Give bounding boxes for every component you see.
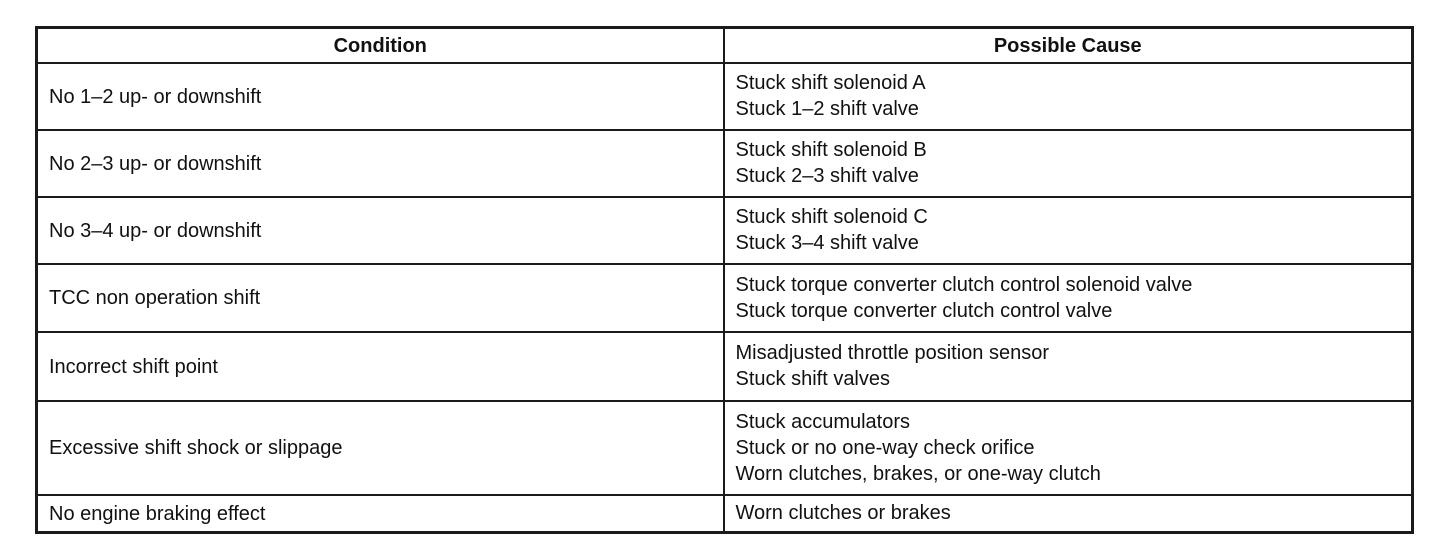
table-row [37, 197, 1413, 264]
cause-line: Stuck accumulators [735, 410, 911, 433]
cause-cell [724, 401, 1413, 495]
cause-line: Stuck shift solenoid B [735, 139, 927, 161]
cause-cell [724, 332, 1413, 401]
condition-cell: TCC non operation shift [37, 264, 724, 332]
cause-line: Stuck shift valves [735, 368, 891, 390]
cause-line: Worn clutches or brakes [735, 502, 951, 524]
condition-cell: No 2–3 up- or downshift [37, 130, 724, 197]
header-possible-cause: Possible Cause [724, 28, 1413, 64]
table-row [37, 264, 1413, 332]
table-header-row [37, 28, 1413, 64]
condition-cell: No 3–4 up- or downshift [37, 197, 724, 264]
cause-line: Stuck 2–3 shift valve [735, 165, 919, 187]
cause-line: Stuck shift solenoid C [735, 206, 928, 228]
table-row [37, 130, 1413, 197]
cause-line: Stuck or no one-way check orifice [735, 436, 1035, 459]
troubleshooting-table [35, 26, 1414, 534]
cause-line: Misadjusted throttle position sensor [735, 342, 1049, 364]
table-row [37, 401, 1413, 495]
cause-line: Stuck torque converter clutch control valve [735, 299, 1113, 322]
condition-cell: No engine braking effect [37, 495, 724, 533]
troubleshooting-table-container [35, 26, 1411, 534]
cause-cell [724, 63, 1413, 130]
cause-line: Stuck 1–2 shift valve [735, 98, 919, 120]
condition-cell: No 1–2 up- or downshift [37, 63, 724, 130]
cause-line: Stuck torque converter clutch control solenoid valve [735, 273, 1193, 296]
cause-cell [724, 264, 1413, 332]
cause-cell [724, 197, 1413, 264]
header-condition: Condition [37, 28, 724, 64]
cause-cell [724, 130, 1413, 197]
cause-line: Worn clutches, brakes, or one-way clutch [735, 462, 1101, 485]
cause-line: Stuck 3–4 shift valve [735, 232, 919, 254]
condition-cell: Incorrect shift point [37, 332, 724, 401]
cause-cell [724, 495, 1413, 533]
table-row [37, 63, 1413, 130]
table-row [37, 495, 1413, 533]
cause-line: Stuck shift solenoid A [735, 72, 926, 94]
table-row [37, 332, 1413, 401]
condition-cell: Excessive shift shock or slippage [37, 401, 724, 495]
